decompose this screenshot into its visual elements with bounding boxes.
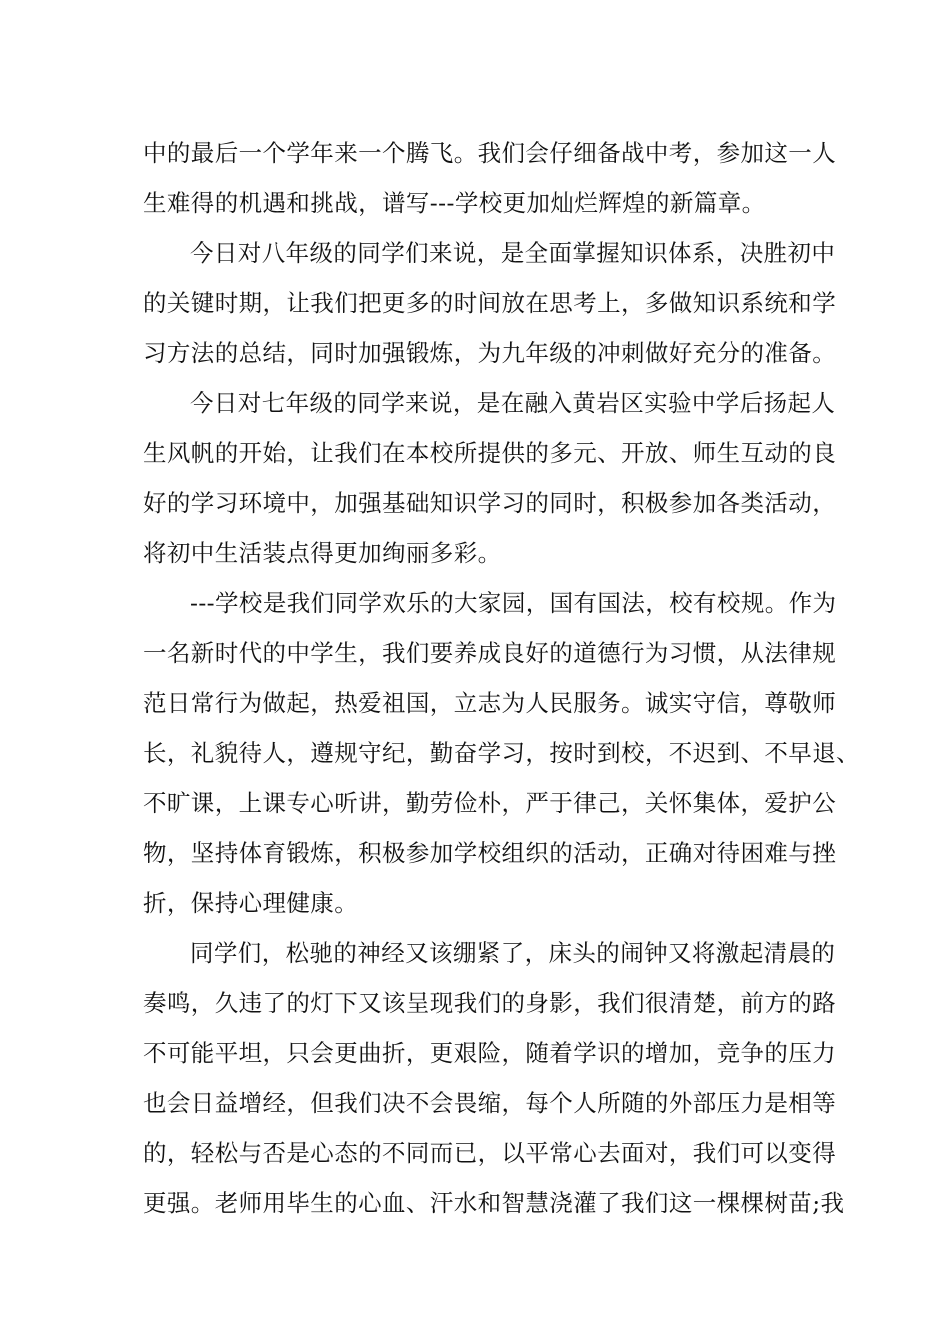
text-line: 不旷课，上课专心听讲，勤劳俭朴，严于律己，关怀集体，爱护公 [143,789,837,817]
text-line: 物，坚持体育锻炼，积极参加学校组织的活动，正确对待困难与挫 [143,839,837,867]
text-line: 生风帆的开始，让我们在本校所提供的多元、开放、师生互动的良 [143,439,837,467]
text-line: 习方法的总结，同时加强锻炼，为九年级的冲刺做好充分的准备。 [143,339,837,367]
text-line: 好的学习环境中，加强基础知识学习的同时，积极参加各类活动， [143,489,837,517]
paragraph-start-line: ---学校是我们同学欢乐的大家园，国有国法，校有校规。作为 [190,589,837,617]
text-line: 更强。老师用毕生的心血、汗水和智慧浇灌了我们这一棵棵树苗;我 [143,1189,845,1217]
text-line: 也会日益增经，但我们决不会畏缩，每个人所随的外部压力是相等 [143,1089,837,1117]
paragraph-start-line: 同学们，松驰的神经又该绷紧了，床头的闹钟又将激起清晨的 [190,939,836,967]
text-line: 将初中生活装点得更加绚丽多彩。 [143,539,502,567]
text-line: 奏鸣，久违了的灯下又该呈现我们的身影，我们很清楚，前方的路 [143,989,837,1017]
text-line: 范日常行为做起，热爱祖国，立志为人民服务。诚实守信，尊敬师 [143,689,837,717]
text-line: 不可能平坦，只会更曲折，更艰险，随着学识的增加，竞争的压力 [143,1039,837,1067]
text-line: 的，轻松与否是心态的不同而已，以平常心去面对，我们可以变得 [143,1139,837,1167]
text-line: 一名新时代的中学生，我们要养成良好的道德行为习惯，从法律规 [143,639,837,667]
document-body [143,128,860,1228]
text-line: 生难得的机遇和挑战，谱写---学校更加灿烂辉煌的新篇章。 [143,189,766,217]
text-line: 长，礼貌待人，遵规守纪，勤奋学习，按时到校，不迟到、不早退、 [143,739,860,767]
text-line: 折，保持心理健康。 [143,889,359,917]
text-line: 的关键时期，让我们把更多的时间放在思考上，多做知识系统和学 [143,289,837,317]
text-line: 中的最后一个学年来一个腾飞。我们会仔细备战中考，参加这一人 [143,139,837,167]
paragraph-start-line: 今日对八年级的同学们来说，是全面掌握知识体系，决胜初中 [190,239,836,267]
paragraph-start-line: 今日对七年级的同学来说，是在融入黄岩区实验中学后扬起人 [190,389,836,417]
